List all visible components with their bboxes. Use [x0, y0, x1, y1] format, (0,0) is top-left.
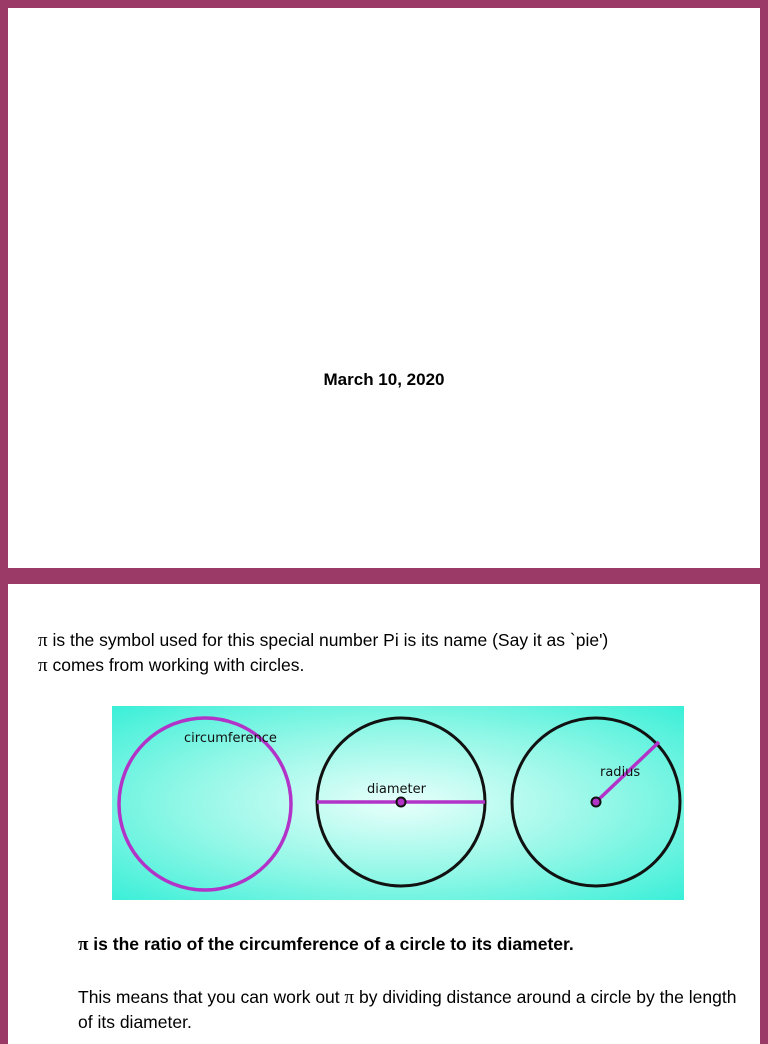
- radius-center-dot: [592, 798, 601, 807]
- radius-label: radius: [600, 765, 641, 780]
- explanation-before: This means that you can work out: [78, 987, 345, 1007]
- pi-symbol: π: [38, 655, 48, 676]
- explanation-text: [78, 985, 738, 1034]
- ratio-text: is the ratio of the circumference of a circle to its diameter.: [88, 934, 574, 954]
- slide-date: March 10, 2020: [323, 370, 445, 389]
- intro-line-2: [38, 653, 758, 678]
- title-slide: [8, 8, 760, 568]
- circumference-label: circumference: [184, 731, 277, 746]
- pi-symbol: π: [344, 987, 355, 1008]
- pi-slide: [8, 584, 760, 1044]
- pi-symbol: π: [78, 934, 89, 955]
- explanation-after: by dividing distance around a circle by the length of its diameter.: [78, 987, 737, 1032]
- intro-line-1: [38, 628, 758, 653]
- intro-line-1-text: is the symbol used for this special number Pi is its name (Say it as `pie'): [47, 630, 609, 650]
- diameter-center-dot: [397, 798, 406, 807]
- pi-symbol: π: [38, 630, 48, 651]
- circle-parts-diagram: [112, 706, 684, 900]
- intro-line-2-text: comes from working with circles.: [47, 655, 305, 675]
- intro-text: [38, 628, 758, 678]
- ratio-definition: [78, 934, 574, 956]
- diameter-label: diameter: [367, 782, 426, 797]
